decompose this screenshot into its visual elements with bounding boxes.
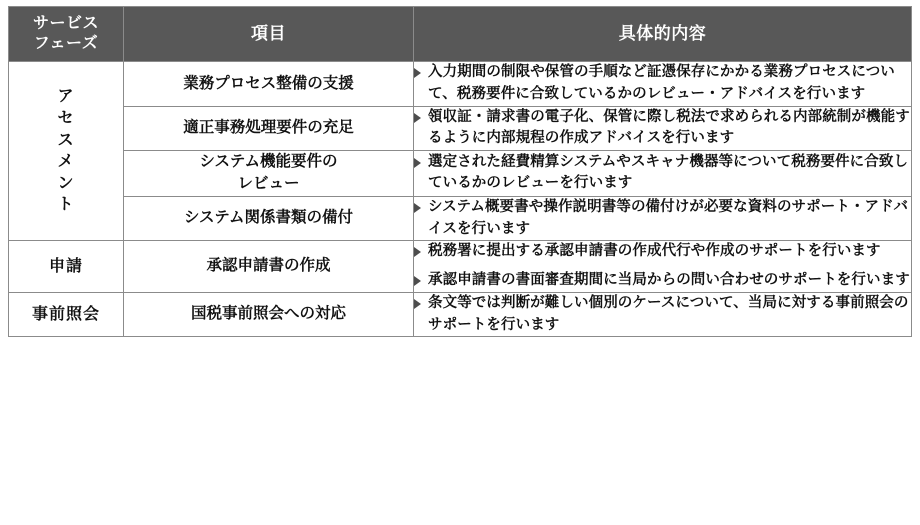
item-line: 適正事務処理要件の充足 — [183, 119, 354, 137]
phase-char: ト — [57, 196, 75, 214]
item-cell — [124, 151, 414, 197]
header-phase-line1: サービス — [32, 15, 99, 32]
phase-cell-assessment — [9, 62, 124, 241]
phase-label-application: 申請 — [48, 257, 83, 275]
table-row — [9, 292, 912, 337]
bullet-text: 選定された経費精算システムやスキャナ機器等について税務要件に合致しているかのレビューを行います — [428, 153, 909, 192]
item-line: システム機能要件の — [199, 153, 338, 170]
phase-label-assessment — [57, 86, 74, 216]
triangle-bullet-icon — [414, 276, 421, 286]
phase-cell-application — [9, 241, 124, 293]
phase-char: ア — [57, 88, 75, 106]
header-item: 項目 — [124, 7, 414, 62]
header-phase — [9, 7, 124, 62]
triangle-bullet-icon — [414, 203, 421, 213]
description-cell — [414, 62, 912, 107]
triangle-bullet-icon — [414, 247, 421, 257]
table-row — [9, 62, 912, 107]
triangle-bullet-icon — [414, 113, 421, 123]
item-line: レビュー — [237, 175, 300, 193]
phase-label-advance-inquiry: 事前照会 — [31, 305, 100, 323]
table-row — [9, 241, 912, 293]
bullet-text: 条文等では判断が難しい個別のケースについて、当局に対する事前照会のサポートを行います — [428, 294, 909, 333]
bullet-text: 入力期間の制限や保管の手順など証憑保存にかかる業務プロセスについて、税務要件に合致しているかのレビュー・アドバイスを行います — [428, 64, 895, 102]
bullet-text: 領収証・請求書の電子化、保管に際し税法で求められる内部統制が機能するように内部規程の作成アドバイスを行います — [428, 108, 910, 147]
header-phase-line2: フェーズ — [33, 35, 99, 52]
item-cell — [124, 106, 414, 151]
bullet-text: システム概要書や操作説明書等の備付けが必要な資料のサポート・アドバイスを行います — [428, 198, 909, 237]
description-cell — [414, 151, 912, 197]
item-cell — [124, 292, 414, 337]
bullet-item — [414, 152, 911, 196]
table-row — [9, 106, 912, 151]
table-header-row — [9, 7, 912, 62]
item-cell — [124, 241, 414, 293]
item-line: システム関係書類の備付 — [184, 209, 353, 227]
description-cell — [414, 292, 912, 337]
item-line: 承認申請書の作成 — [206, 257, 331, 275]
item-cell — [124, 196, 414, 241]
table-row — [9, 151, 912, 197]
phase-char: ス — [57, 131, 75, 149]
header-description: 具体的内容 — [414, 7, 912, 62]
item-cell — [124, 62, 414, 107]
item-line: 業務プロセス整備の支援 — [183, 74, 354, 92]
phase-char: メ — [57, 153, 75, 171]
service-phase-table — [8, 6, 912, 337]
bullet-item — [414, 107, 911, 151]
bullet-item — [414, 197, 911, 241]
table-body — [9, 62, 912, 337]
bullet-item — [414, 293, 911, 337]
phase-cell-advance-inquiry — [9, 292, 124, 337]
phase-char: ン — [57, 174, 75, 192]
description-cell — [414, 196, 912, 241]
table-header — [9, 7, 912, 62]
triangle-bullet-icon — [414, 68, 421, 78]
description-cell — [414, 106, 912, 151]
triangle-bullet-icon — [414, 299, 421, 309]
table-row — [9, 196, 912, 241]
bullet-item — [414, 62, 911, 106]
bullet-item — [414, 270, 911, 292]
description-cell — [414, 241, 912, 293]
phase-char: セ — [57, 110, 75, 128]
bullet-text: 承認申請書の書面審査期間に当局からの問い合わせのサポートを行います — [428, 272, 910, 289]
triangle-bullet-icon — [414, 158, 421, 168]
item-line: 国税事前照会への対応 — [190, 305, 346, 323]
bullet-item — [414, 241, 911, 263]
bullet-text: 税務署に提出する承認申請書の作成代行や作成のサポートを行います — [428, 243, 881, 260]
